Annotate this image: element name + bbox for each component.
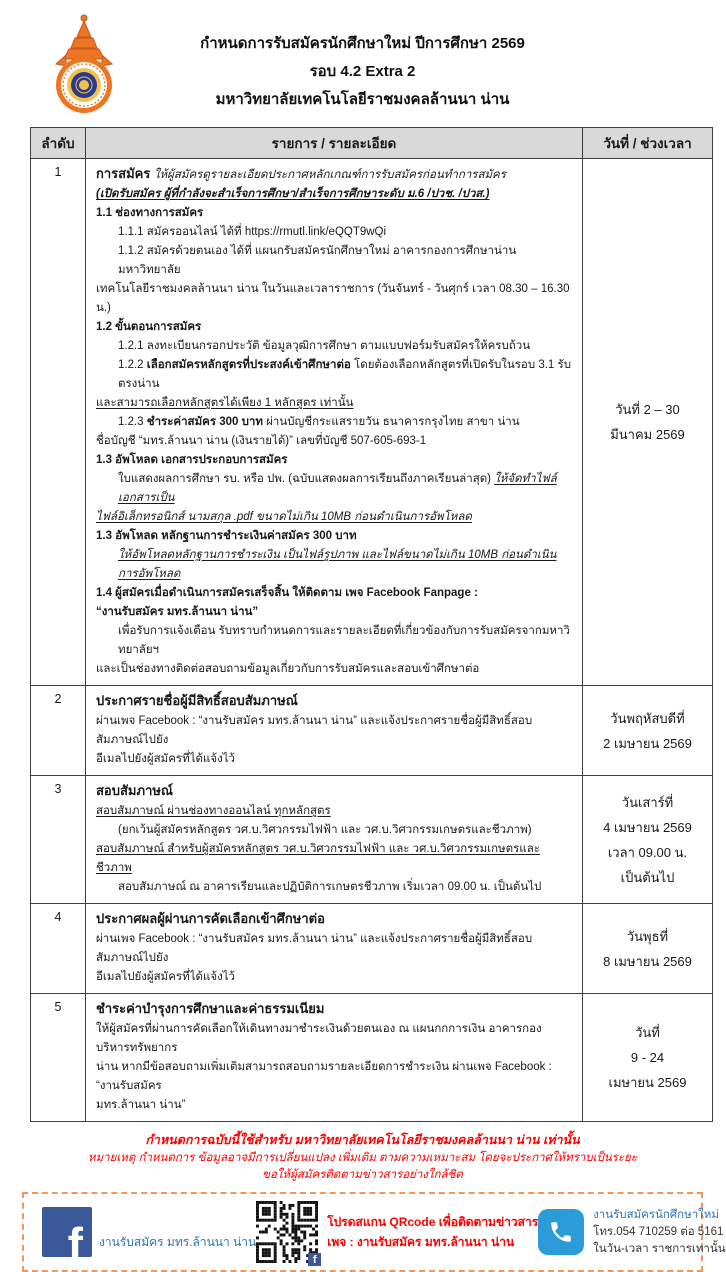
detail-line: ผ่านเพจ Facebook : “งานรับสมัคร มทร.ล้านนา น่าน” และแจ้งประกาศรายชื่อผู้มีสิทธิ์สอบสัมภาษณ์ไปยัง: [96, 715, 533, 746]
university-logo: [44, 12, 124, 116]
row-date: วันเสาร์ที่ 4 เมษายน 2569 เวลา 09.00 น. เป็นต้นไป: [583, 776, 713, 904]
detail-line: น่าน หากมีข้อสอบถามเพิ่มเติมสามารถสอบถามรายละเอียดการชำระเงิน ผ่านเพจ Facebook : “งานรับสมัคร: [96, 1061, 552, 1092]
detail-line: มทร.ล้านนา น่าน”: [96, 1099, 186, 1111]
row-number: 4: [31, 904, 86, 994]
row-detail: [86, 686, 583, 776]
row-number: 1: [31, 159, 86, 686]
detail-line: การสมัคร ให้ผู้สมัครดูรายละเอียดประกาศหลักเกณฑ์การรับสมัครก่อนทำการสมัคร: [96, 166, 506, 181]
detail-line: 1.1.2 สมัครด้วยตนเอง ได้ที่ แผนกรับสมัครนักศึกษาใหม่ อาคารกองการศึกษาน่าน มหาวิทยาลัย: [118, 245, 517, 276]
table-row: [31, 776, 713, 904]
detail-line: สอบสัมภาษณ์: [96, 783, 173, 798]
note-follow: ขอให้ผู้สมัครติดตามข่าวสารอย่างใกล้ชิด: [262, 1169, 463, 1181]
detail-line: ผ่านเพจ Facebook : “งานรับสมัคร มทร.ล้านนา น่าน” และแจ้งประกาศรายชื่อผู้มีสิทธิ์สอบสัมภาษณ์ไปยัง: [96, 933, 533, 964]
detail-line: ประกาศผลผู้ผ่านการคัดเลือกเข้าศึกษาต่อ: [96, 911, 325, 926]
row-detail: [86, 159, 583, 686]
phone-contact: [538, 1207, 725, 1258]
row-detail: [86, 776, 583, 904]
row-detail: [86, 994, 583, 1122]
detail-line: “งานรับสมัคร มทร.ล้านนา น่าน”: [96, 606, 259, 618]
table-row: [31, 904, 713, 994]
qr-caption-line1: โปรดสแกน QRcode เพื่อติดตามข่าวสาร: [327, 1215, 539, 1229]
row-date: วันที่ 2 – 30 มีนาคม 2569: [583, 159, 713, 686]
row-number: 3: [31, 776, 86, 904]
row-date: วันพฤหัสบดีที่ 2 เมษายน 2569: [583, 686, 713, 776]
detail-line: ชำระค่าบำรุงการศึกษาและค่าธรรมเนียม: [96, 1001, 325, 1016]
detail-line: 1.2.2 เลือกสมัครหลักสูตรที่ประสงค์เข้าศึกษาต่อ โดยต้องเลือกหลักสูตรที่เปิดรับในรอบ 3.1 รับตรงน่าน: [118, 359, 571, 390]
table-row: [31, 159, 713, 686]
detail-line: และเป็นช่องทางติดต่อสอบถามข้อมูลเกี่ยวกับการรับสมัครและสอบเข้าศึกษาต่อ: [96, 663, 480, 675]
note-scope: กำหนดการฉบับนี้ใช้สำหรับ มหาวิทยาลัยเทคโนโลยีราชมงคลล้านนา น่าน เท่านั้น: [145, 1133, 580, 1147]
col-header-detail: รายการ / รายละเอียด: [86, 128, 583, 159]
schedule-table: [30, 127, 713, 1122]
detail-line: 1.2.1 ลงทะเบียนกรอกประวัติ ข้อมูลวุฒิการศึกษา ตามแบบฟอร์มรับสมัครให้ครบถ้วน: [118, 340, 531, 352]
footer-notes: [0, 1131, 725, 1184]
detail-line: ชื่อบัญชี “มทร.ล้านนา น่าน (เงินรายได้)” เลขที่บัญชี 507-605-693-1: [96, 435, 427, 447]
contact-box: [22, 1192, 726, 1272]
row-detail: [86, 904, 583, 994]
table-row: [31, 686, 713, 776]
phone-number: โทร.054 710259 ต่อ 5161: [593, 1225, 724, 1238]
table-row: [31, 994, 713, 1122]
detail-line: (เปิดรับสมัคร ผู้ที่กำลังจะสำเร็จการศึกษา/สำเร็จการศึกษาระดับ ม.6 /ปวช. /ปวส.): [96, 188, 490, 200]
detail-line: 1.2 ขั้นตอนการสมัคร: [96, 321, 202, 333]
phone-office-label: งานรับสมัครนักศึกษาใหม่: [593, 1208, 719, 1221]
detail-line: 1.4 ผู้สมัครเมื่อดำเนินการสมัครเสร็จสิ้น ให้ติดตาม เพจ Facebook Fanpage :: [96, 587, 478, 599]
row-number: 5: [31, 994, 86, 1122]
detail-line: 1.2.3 ชำระค่าสมัคร 300 บาท ผ่านบัญชีกระแสรายวัน ธนาคารกรุงไทย สาขา น่าน: [118, 416, 520, 428]
row-date: วันพุธที่ 8 เมษายน 2569: [583, 904, 713, 994]
qr-caption-line2: เพจ : งานรับสมัคร มทร.ล้านนา น่าน: [327, 1235, 515, 1249]
detail-line: 1.3 อัพโหลด เอกสารประกอบการสมัคร: [96, 454, 288, 466]
document-header: [0, 0, 725, 118]
facebook-icon: f: [42, 1207, 92, 1257]
page-title-line2: รอบ 4.2 Extra 2: [309, 63, 416, 80]
facebook-contact: [42, 1207, 257, 1270]
row-date: วันที่ 9 - 24 เมษายน 2569: [583, 994, 713, 1122]
detail-line: อีเมลไปยังผู้สมัครที่ได้แจ้งไว้: [96, 971, 235, 983]
detail-line: 1.1.1 สมัครออนไลน์ ได้ที่ https://rmutl.link/eQQT9wQi: [118, 226, 387, 238]
facebook-page-label: งานรับสมัคร มทร.ล้านนา น่าน: [99, 1235, 257, 1249]
detail-line: อีเมลไปยังผู้สมัครที่ได้แจ้งไว้: [96, 753, 235, 765]
detail-line: เทคโนโลยีราชมงคลล้านนา น่าน ในวันและเวลาราชการ (วันจันทร์ - วันศุกร์ เวลา 08.30 – 16.30 น.): [96, 283, 570, 314]
detail-line: ให้อัพโหลดหลักฐานการชำระเงิน เป็นไฟล์รูปภาพ และไฟล์ขนาดไม่เกิน 10MB ก่อนดำเนินการอัพโหลด: [118, 549, 557, 580]
detail-line: ใบแสดงผลการศึกษา รบ. หรือ ปพ. (ฉบับแสดงผลการเรียนถึงภาคเรียนล่าสุด) ให้จัดทำไฟล์เอกสารเป็น: [118, 473, 557, 504]
row-number: 2: [31, 686, 86, 776]
detail-line: 1.3 อัพโหลด หลักฐานการชำระเงินค่าสมัคร 300 บาท: [96, 530, 357, 542]
note-remark: หมายเหตุ กำหนดการ ข้อมูลอาจมีการเปลี่ยนแปลง เพิ่มเติม ตามความเหมาะสม โดยจะประกาศให้ทราบเป็นระยะ: [87, 1152, 637, 1164]
qr-facebook-badge-icon: f: [308, 1253, 321, 1266]
page-title-line3: มหาวิทยาลัยเทคโนโลยีราชมงคลล้านนา น่าน: [215, 91, 510, 108]
table-header-row: [31, 128, 713, 159]
detail-line: และสามารถเลือกหลักสูตรได้เพียง 1 หลักสูตร เท่านั้น: [96, 397, 354, 409]
detail-line: ไฟล์อิเล็กทรอนิกส์ นามสกุล .pdf ขนาดไม่เกิน 10MB ก่อนดำเนินการอัพโหลด: [96, 511, 472, 523]
col-header-date: วันที่ / ช่วงเวลา: [583, 128, 713, 159]
detail-line: ให้ผู้สมัครที่ผ่านการคัดเลือกให้เดินทางมาชำระเงินด้วยตนเอง ณ แผนกกการเงิน อาคารกองบริหารทรัพยากร: [96, 1023, 542, 1054]
qr-contact: [256, 1201, 539, 1266]
detail-line: 1.1 ช่องทางการสมัคร: [96, 207, 204, 219]
detail-line: เพื่อรับการแจ้งเตือน รับทราบกำหนดการและรายละเอียดที่เกี่ยวข้องกับการรับสมัครจากมหาวิทยาลัยฯ: [118, 625, 570, 656]
detail-line: ประกาศรายชื่อผู้มีสิทธิ์สอบสัมภาษณ์: [96, 693, 298, 708]
col-header-no: ลำดับ: [31, 128, 86, 159]
schedule-table-body: [31, 159, 713, 1122]
phone-hours: ในวัน-เวลา ราชการเท่านั้น: [593, 1242, 726, 1255]
detail-line: (ยกเว้นผู้สมัครหลักสูตร วศ.บ.วิศวกรรมไฟฟ้า และ วศ.บ.วิศวกรรมเกษตรและชีวภาพ): [118, 824, 532, 836]
detail-line: สอบสัมภาษณ์ ณ อาคารเรียนและปฏิบัติการเกษตรชีวภาพ เริ่มเวลา 09.00 น. เป็นต้นไป: [118, 881, 542, 893]
page-title-line1: กำหนดการรับสมัครนักศึกษาใหม่ ปีการศึกษา 2569: [200, 35, 525, 52]
detail-line: สอบสัมภาษณ์ ผ่านช่องทางออนไลน์ ทุกหลักสูตร: [96, 805, 331, 817]
phone-icon: [538, 1209, 584, 1255]
detail-line: สอบสัมภาษณ์ สำหรับผู้สมัครหลักสูตร วศ.บ.วิศวกรรมไฟฟ้า และ วศ.บ.วิศวกรรมเกษตรและชีวภาพ: [96, 843, 540, 874]
